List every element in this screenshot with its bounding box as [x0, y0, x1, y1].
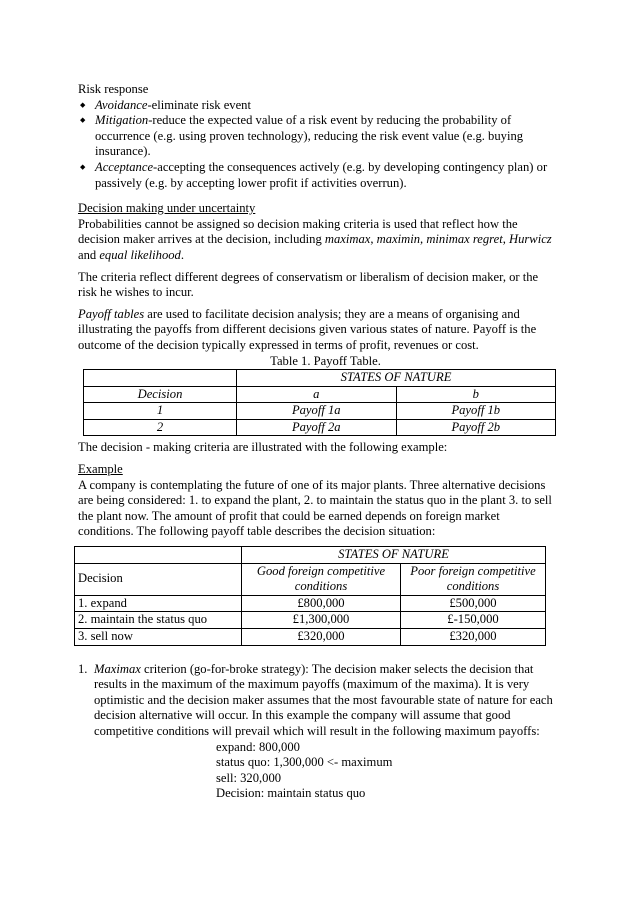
- table-row: 2. maintain the status quo £1,300,000 £-150,000: [75, 612, 546, 629]
- term-maximax: maximax: [324, 232, 371, 247]
- table1-state-b: b: [396, 386, 556, 403]
- payoff-table-1: [83, 369, 556, 436]
- table1-state-a: a: [237, 386, 397, 403]
- term-maximax-criterion: Maximax: [94, 661, 141, 676]
- example-paragraph: A company is contemplating the future of one of its major plants. Three alternative decisions are being considered: 1. to expand the plant, 2. to maintain the status quo in the plant 3. to sell the plant now. The amount of profit that could be earned depends on foreign market conditions. The following payoff table describes the decision situation:: [78, 477, 552, 539]
- term-acceptance: Acceptance: [95, 159, 154, 174]
- uncertainty-paragraph-1: Probabilities cannot be assigned so decision making criteria is used that reflect how the decision maker arrives at the decision, including maximax, maximin, minimax regret, Hurwicz and equal likelihood.: [78, 216, 552, 262]
- list-item-acceptance: [78, 160, 558, 191]
- term-hurwicz: Hurwicz: [509, 232, 552, 247]
- payoff-table-2: [74, 546, 546, 646]
- result-status-quo: status quo: 1,300,000 <- maximum: [216, 755, 393, 770]
- table-row: 1 Payoff 1a Payoff 1b: [84, 403, 556, 420]
- maximax-number: 1.: [78, 661, 88, 676]
- table2-decision-header: Decision: [75, 563, 242, 595]
- maximax-results: [94, 740, 558, 802]
- mitigation-text: -reduce the expected value of a risk event by reducing the probability of occurrence (e.g. using proven technology), reducing the risk event value (e.g. buying insurance).: [95, 113, 524, 159]
- acceptance-text: -accepting the consequences actively (e.g. by developing contingency plan) or passively (e.g. by accepting lower profit if activities overrun).: [95, 159, 548, 190]
- list-item-avoidance: [78, 98, 558, 114]
- table2-good-header: Good foreign competitive conditions: [242, 563, 401, 595]
- table2-poor-header: Poor foreign competitive conditions: [401, 563, 546, 595]
- table-row: 2 Payoff 2a Payoff 2b: [84, 419, 556, 436]
- result-decision: Decision: maintain status quo: [216, 786, 366, 801]
- table-row: 1. expand £800,000 £500,000: [75, 595, 546, 612]
- table1-caption: Table 1. Payoff Table.: [270, 353, 381, 368]
- term-mitigation: Mitigation: [95, 113, 149, 128]
- risk-response-heading: Risk response: [78, 82, 149, 96]
- risk-response-list: [78, 98, 558, 192]
- term-equal-likelihood: equal likelihood: [99, 247, 181, 262]
- maximax-item: [78, 662, 558, 802]
- table-row: 3. sell now £320,000 £320,000: [75, 629, 546, 646]
- term-maximin: maximin, minimax regret: [376, 232, 503, 247]
- example-heading: Example: [78, 462, 123, 477]
- table1-empty-cell: [84, 370, 237, 387]
- table2-empty-cell: [75, 547, 242, 564]
- illustrate-sentence: The decision - making criteria are illustrated with the following example:: [78, 440, 448, 455]
- maximax-paragraph: Maximax criterion (go-for-broke strategy): The decision maker selects the decision that results in the maximum of the maximum payoffs (maximum of the maxima). It is very optimistic and the decision maker assumes that the most favourable state of nature for each decision alternative will occur. In this example the company will assume that good competitive conditions will prevail which will result in the following maximum payoffs:: [94, 661, 553, 738]
- term-payoff-tables: Payoff tables: [78, 306, 145, 321]
- table1-states-header: STATES OF NATURE: [237, 370, 556, 387]
- table1-decision-header: Decision: [84, 386, 237, 403]
- result-sell: sell: 320,000: [216, 770, 282, 785]
- term-avoidance: Avoidance: [95, 97, 148, 112]
- document-page: [78, 82, 558, 802]
- payoff-tables-paragraph: Payoff tables are used to facilitate decision analysis; they are a means of organising and illustrating the payoffs from different decisions given various states of nature. Payoff is the outcome of the decision typically expressed in terms of profit, revenues or cost.: [78, 306, 537, 352]
- uncertainty-heading: Decision making under uncertainty: [78, 201, 256, 216]
- table2-states-header: STATES OF NATURE: [242, 547, 546, 564]
- result-expand: expand: 800,000: [216, 739, 300, 754]
- uncertainty-paragraph-2: The criteria reflect different degrees of conservatism or liberalism of decision maker, or the risk he wishes to incur.: [78, 269, 539, 300]
- list-item-mitigation: [78, 113, 558, 160]
- avoidance-text: -eliminate risk event: [147, 97, 251, 112]
